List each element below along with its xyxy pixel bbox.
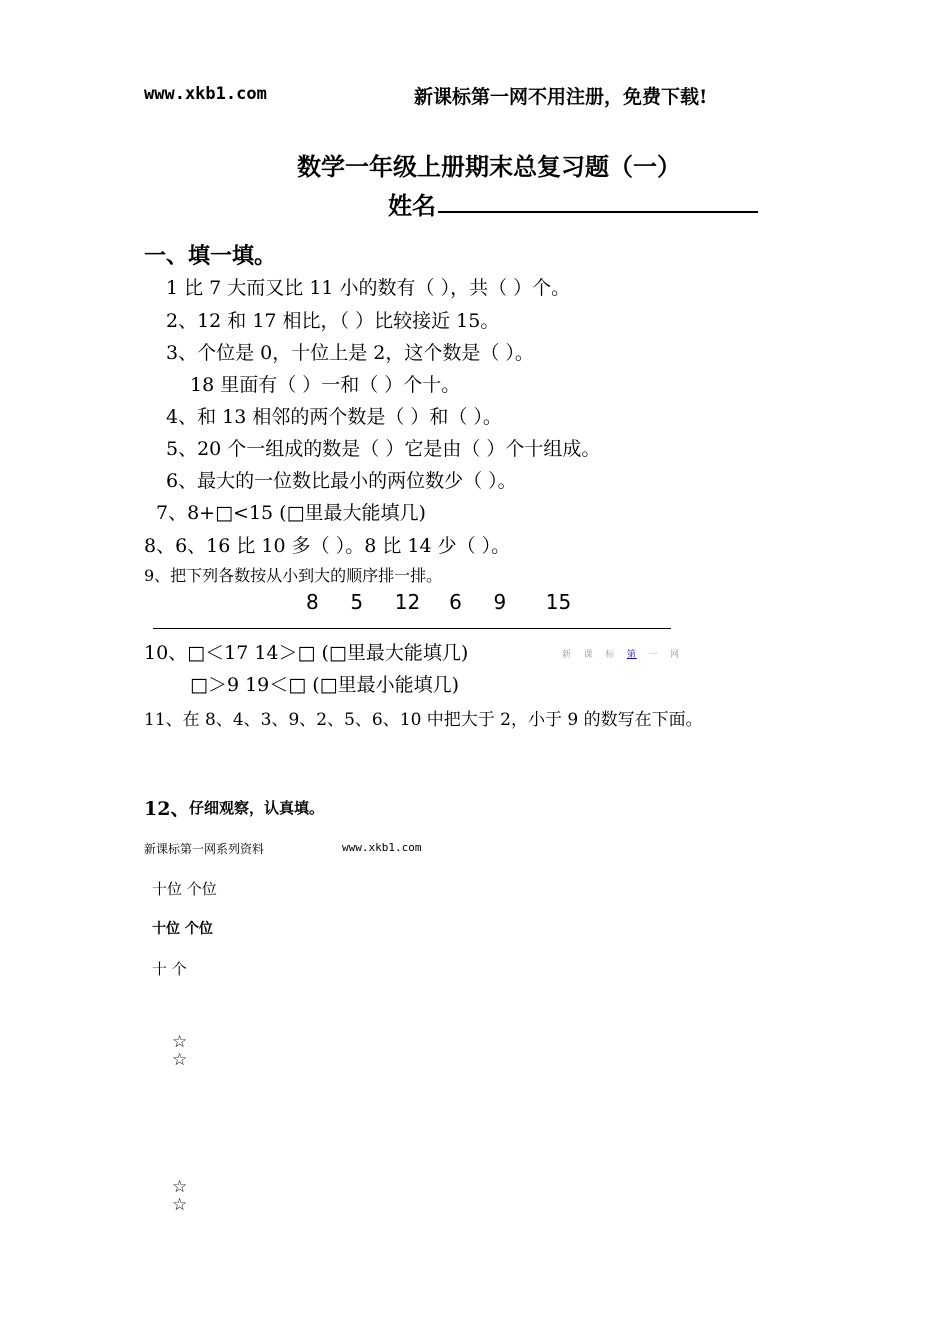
watermark-char: 新	[562, 650, 573, 660]
question-7: 7、8+□<15 (□里最大能填几)	[156, 502, 426, 524]
question-4: 4、和 13 相邻的两个数是（ ）和（ ）。	[166, 406, 502, 428]
page-title: 数学一年级上册期末总复习题（一）	[297, 152, 681, 181]
number-item: 5	[350, 590, 364, 614]
number-list	[306, 590, 571, 614]
number-item: 8	[306, 590, 319, 614]
number-item: 15	[545, 590, 572, 614]
place-value-row-3: 十 个	[152, 960, 187, 978]
header-slogan: 新课标第一网不用注册，免费下载!	[414, 86, 708, 108]
question-1: 1 比 7 大而又比 11 小的数有（ ），共（ ）个。	[166, 277, 571, 299]
footer-site-url[interactable]: www.xkb1.com	[342, 841, 422, 854]
question-3: 3、个位是 0，十位上是 2，这个数是（ ）。	[166, 342, 534, 364]
question-10b: □＞9 19＜□ (□里最小能填几)	[190, 674, 460, 696]
question-6: 6、最大的一位数比最小的两位数少（ ）。	[166, 470, 517, 492]
watermark-char: 网	[670, 650, 681, 660]
place-value-row-1: 十位 个位	[152, 880, 217, 898]
question-10a: 10、□＜17 14＞□ (□里最大能填几)	[144, 642, 469, 664]
question-5: 5、20 个一组成的数是（ ）它是由（ ）个十组成。	[166, 438, 601, 460]
question-8: 8、6、16 比 10 多（ ）。8 比 14 少（ ）。	[144, 535, 511, 557]
question-12-heading: 仔细观察，认真填。	[189, 799, 325, 817]
watermark-char: 标	[605, 650, 616, 660]
answer-line-q9[interactable]	[153, 628, 671, 629]
place-value-row-2: 十位 个位	[152, 921, 213, 937]
number-item: 9	[493, 590, 507, 614]
number-item: 12	[394, 590, 421, 614]
question-2: 2、12 和 17 相比，（ ）比较接近 15。	[166, 310, 500, 332]
header-site-url[interactable]: www.xkb1.com	[144, 84, 267, 104]
watermark-link[interactable]: 第	[626, 650, 637, 660]
star-icon: ☆	[172, 1050, 188, 1070]
name-label: 姓名	[388, 191, 436, 220]
watermark-char: 一	[648, 650, 659, 660]
watermark-char: 课	[583, 650, 594, 660]
section-heading-fill: 一、填一填。	[144, 243, 277, 269]
star-icon: ☆	[172, 1032, 188, 1052]
star-icon: ☆	[172, 1195, 188, 1215]
star-icon: ☆	[172, 1177, 188, 1197]
question-9: 9、把下列各数按从小到大的顺序排一排。	[144, 566, 443, 585]
question-11: 11、在 8、4、3、9、2、5、6、10 中把大于 2，小于 9 的数写在下面。	[144, 710, 703, 730]
question-3b: 18 里面有（ ）一和（ ）个十。	[190, 374, 461, 396]
name-blank-line[interactable]	[438, 211, 758, 213]
footer-series-label: 新课标第一网系列资料	[144, 842, 265, 856]
watermark-text	[562, 647, 680, 660]
number-item: 6	[449, 590, 462, 614]
question-12-number: 12、	[144, 798, 190, 820]
